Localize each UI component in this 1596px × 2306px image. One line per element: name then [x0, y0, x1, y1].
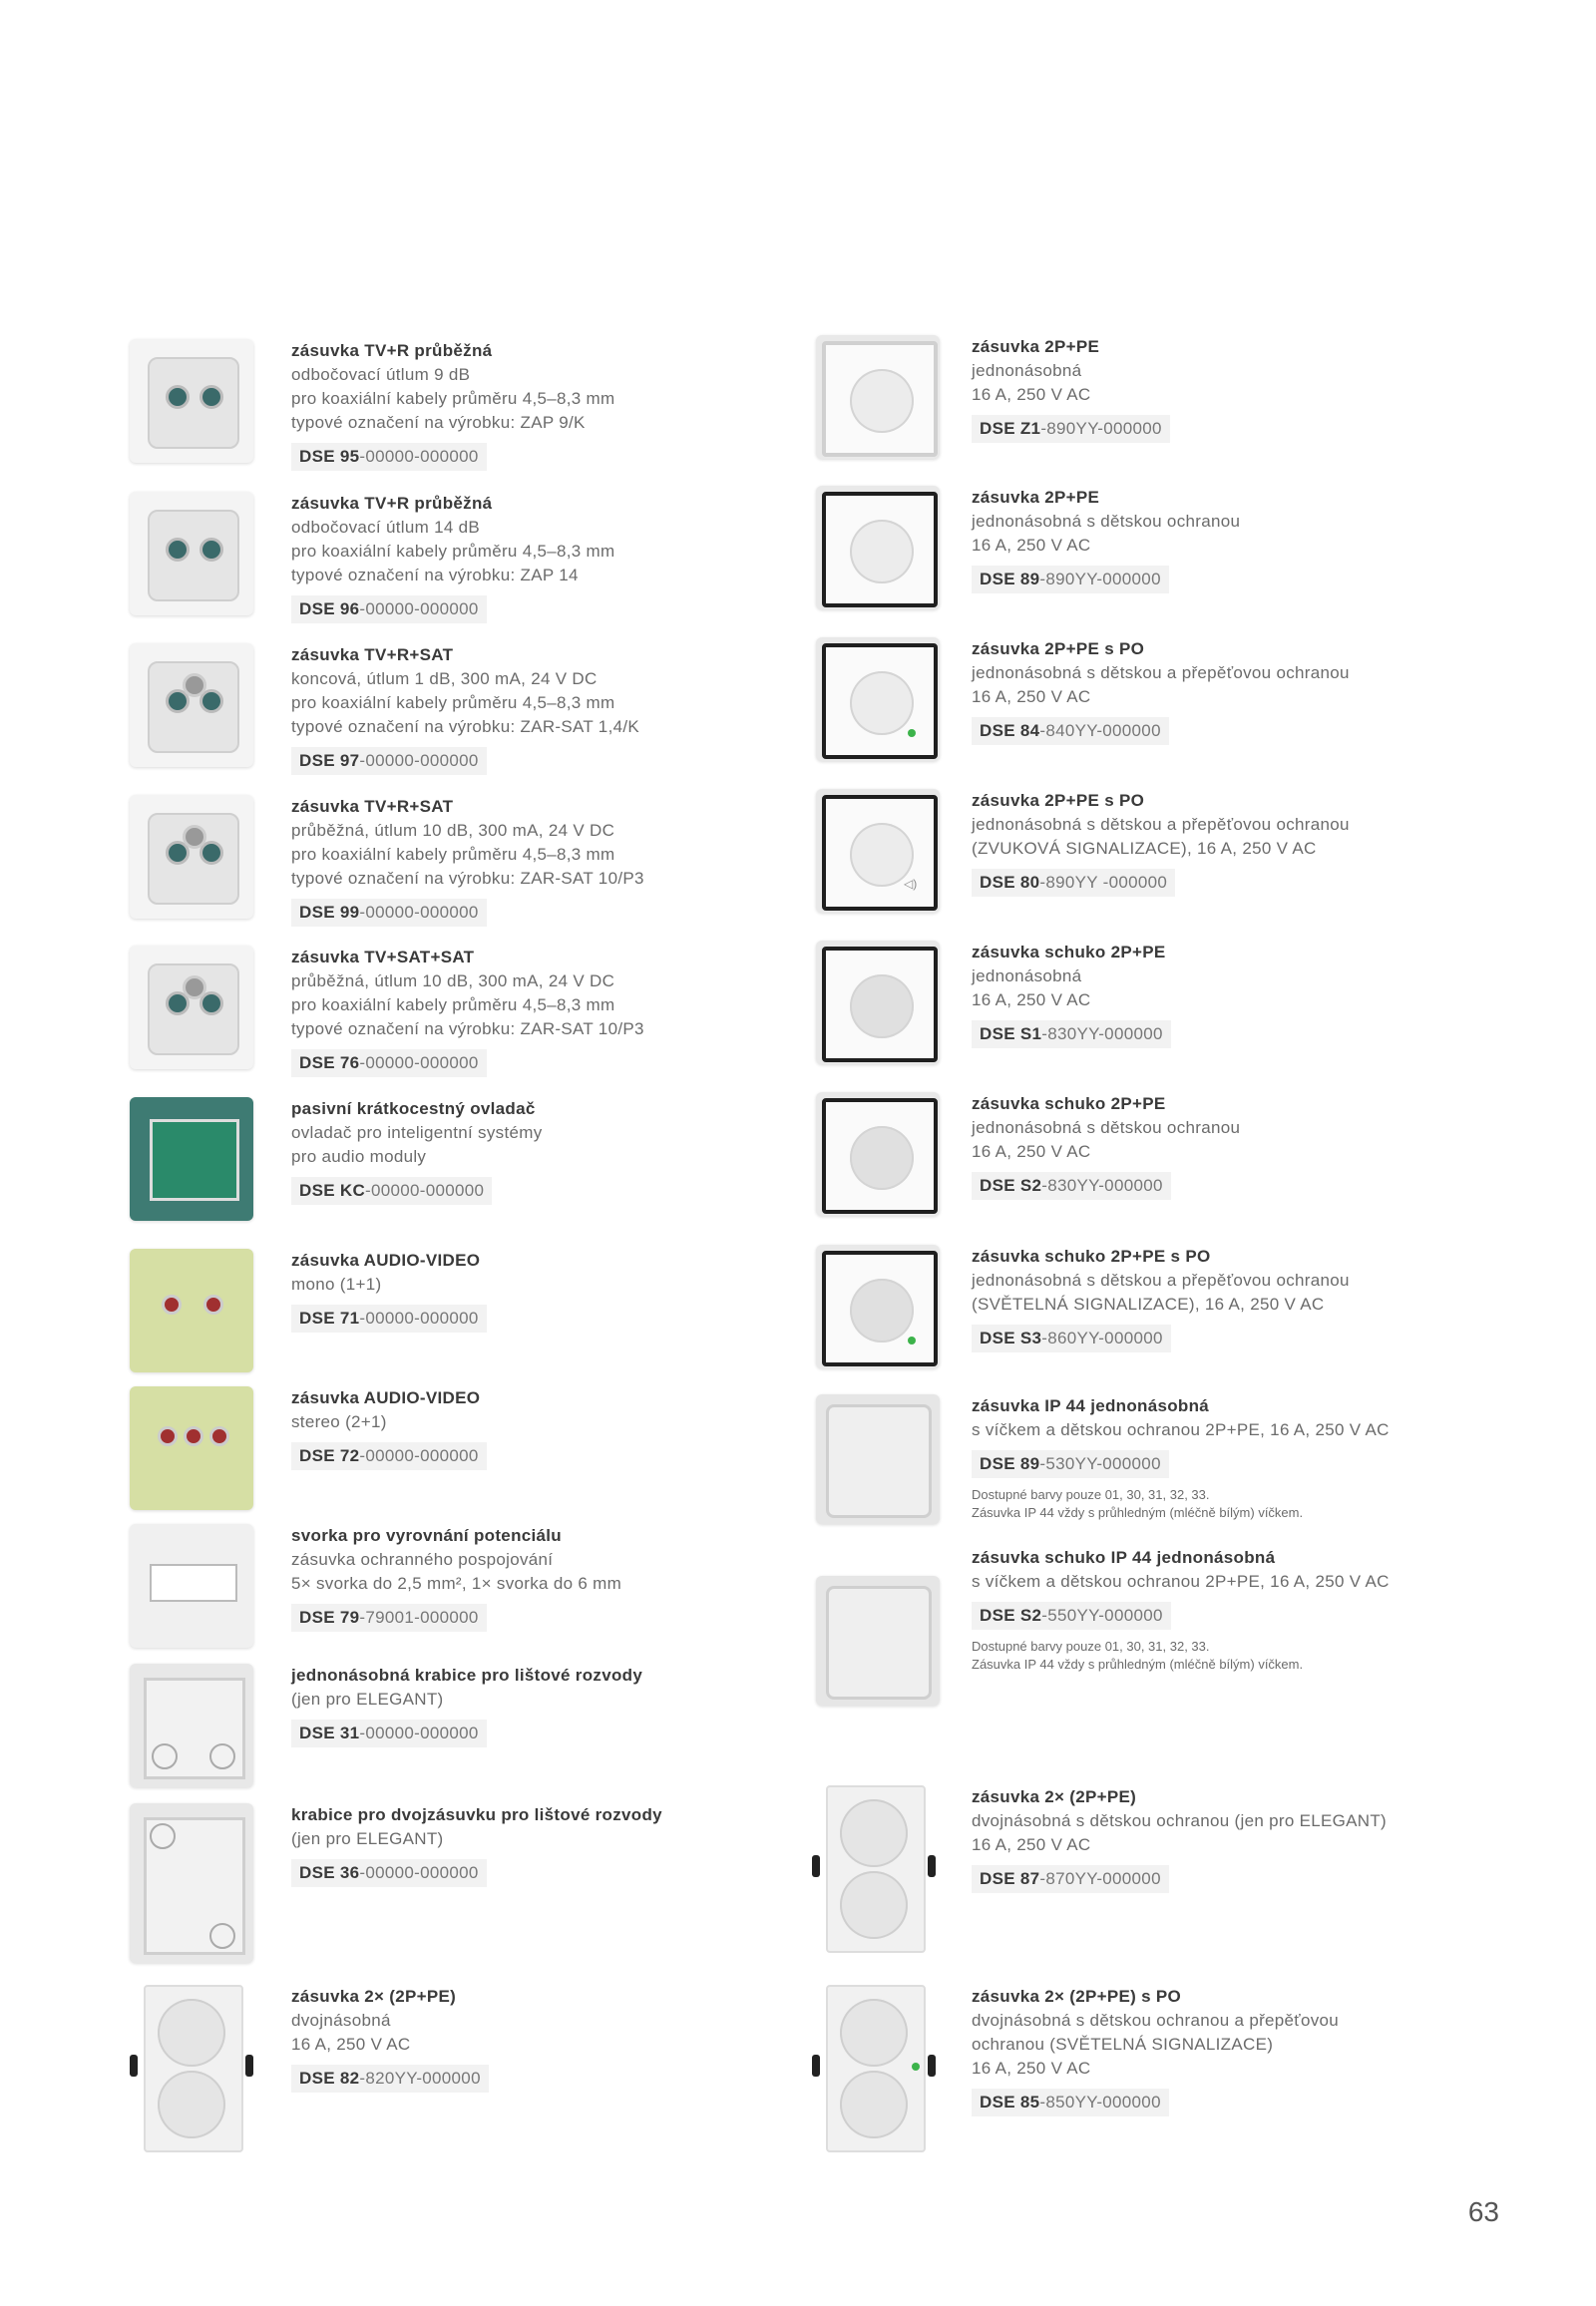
product-code: DSE 85-850YY-000000: [972, 2089, 1169, 2116]
product-code: DSE S2-830YY-000000: [972, 1172, 1171, 1200]
socket-icon: [816, 335, 940, 459]
product-code: DSE 95-00000-000000: [291, 443, 487, 471]
product-desc: s víčkem a dětskou ochranou 2P+PE, 16 A, 250 V AC: [972, 1572, 1390, 1591]
product-code: DSE KC-00000-000000: [291, 1177, 492, 1205]
product-desc: 5× svorka do 2,5 mm², 1× svorka do 6 mm: [291, 1574, 622, 1593]
product-desc: ovladač pro inteligentní systémy: [291, 1123, 543, 1142]
sat-socket-icon: [130, 643, 253, 767]
product-desc: jednonásobná s dětskou a přepěťovou ochranou: [972, 815, 1350, 834]
product-title: zásuvka schuko 2P+PE: [972, 1094, 1166, 1113]
product-code: DSE S3-860YY-000000: [972, 1325, 1171, 1352]
socket-speaker-icon: ◁): [816, 789, 940, 913]
product-note: Zásuvka IP 44 vždy s průhledným (mléčně bílým) víčkem.: [972, 1657, 1304, 1672]
product-title: zásuvka 2× (2P+PE): [972, 1787, 1137, 1806]
product-title: zásuvka 2× (2P+PE): [291, 1987, 457, 2006]
product-desc: pro koaxiální kabely průměru 4,5–8,3 mm: [291, 693, 615, 712]
tv-socket-icon: [130, 492, 253, 615]
product-title: zásuvka TV+R průběžná: [291, 494, 493, 513]
product-desc: 16 A, 250 V AC: [972, 536, 1091, 555]
product-code: DSE S1-830YY-000000: [972, 1020, 1171, 1048]
product-desc: jednonásobná: [972, 361, 1082, 380]
product-code: DSE 76-00000-000000: [291, 1049, 487, 1077]
av-socket-icon: [130, 1386, 253, 1510]
product-title: zásuvka IP 44 jednonásobná: [972, 1396, 1210, 1415]
product-desc: stereo (2+1): [291, 1412, 387, 1431]
socket-led-icon: [816, 637, 940, 761]
product-code: DSE 87-870YY-000000: [972, 1865, 1169, 1893]
double-socket-icon: [126, 1985, 259, 2152]
product-desc: jednonásobná s dětskou ochranou: [972, 512, 1241, 531]
product-desc: (SVĚTELNÁ SIGNALIZACE), 16 A, 250 V AC: [972, 1295, 1325, 1314]
ip44-schuko-icon: [816, 1576, 940, 1706]
product-desc: odbočovací útlum 14 dB: [291, 518, 480, 537]
socket-icon: [816, 486, 940, 609]
product-desc: (ZVUKOVÁ SIGNALIZACE), 16 A, 250 V AC: [972, 839, 1317, 858]
product-note: Dostupné barvy pouze 01, 30, 31, 32, 33.: [972, 1639, 1210, 1654]
product-title: zásuvka TV+R průběžná: [291, 341, 493, 360]
product-desc: pro koaxiální kabely průměru 4,5–8,3 mm: [291, 542, 615, 561]
product-title: zásuvka TV+R+SAT: [291, 645, 454, 664]
product-desc: jednonásobná s dětskou a přepěťovou ochranou: [972, 663, 1350, 682]
product-title: zásuvka 2× (2P+PE) s PO: [972, 1987, 1182, 2006]
left-column: [0, 0, 778, 2306]
schuko-socket-icon: [816, 1092, 940, 1216]
double-socket-icon: [808, 1785, 942, 1953]
schuko-socket-icon: [816, 941, 940, 1064]
product-desc: zásuvka ochranného pospojování: [291, 1550, 554, 1569]
product-desc: 16 A, 250 V AC: [972, 1142, 1091, 1161]
product-title: zásuvka AUDIO-VIDEO: [291, 1388, 481, 1407]
product-code: DSE 31-00000-000000: [291, 1720, 487, 1747]
product-code: DSE 99-00000-000000: [291, 899, 487, 927]
product-title: zásuvka TV+SAT+SAT: [291, 948, 475, 966]
product-code: DSE 36-00000-000000: [291, 1859, 487, 1887]
product-desc: 16 A, 250 V AC: [291, 2035, 411, 2054]
tv-socket-icon: [130, 339, 253, 463]
product-desc: (jen pro ELEGANT): [291, 1829, 444, 1848]
right-column: [798, 0, 1576, 2306]
product-code: DSE 97-00000-000000: [291, 747, 487, 775]
product-code: DSE 72-00000-000000: [291, 1442, 487, 1470]
product-title: zásuvka 2P+PE: [972, 337, 1100, 356]
product-desc: 16 A, 250 V AC: [972, 2059, 1091, 2078]
product-desc: 16 A, 250 V AC: [972, 990, 1091, 1009]
product-note: Dostupné barvy pouze 01, 30, 31, 32, 33.: [972, 1487, 1210, 1502]
product-desc: 16 A, 250 V AC: [972, 1835, 1091, 1854]
product-title: svorka pro vyrovnání potenciálu: [291, 1526, 562, 1545]
product-title: zásuvka schuko 2P+PE: [972, 943, 1166, 961]
product-desc: pro audio moduly: [291, 1147, 427, 1166]
product-desc: jednonásobná s dětskou ochranou: [972, 1118, 1241, 1137]
page-number: 63: [1467, 2196, 1499, 2227]
product-desc: pro koaxiální kabely průměru 4,5–8,3 mm: [291, 389, 615, 408]
product-desc: koncová, útlum 1 dB, 300 mA, 24 V DC: [291, 669, 598, 688]
product-title: jednonásobná krabice pro lištové rozvody: [291, 1666, 643, 1685]
product-desc: průběžná, útlum 10 dB, 300 mA, 24 V DC: [291, 971, 615, 990]
product-title: zásuvka TV+R+SAT: [291, 797, 454, 816]
product-code: DSE 80-890YY -000000: [972, 869, 1175, 897]
control-module-icon: [130, 1097, 253, 1221]
product-desc: typové označení na výrobku: ZAP 14: [291, 566, 579, 584]
product-title: krabice pro dvojzásuvku pro lištové rozvody: [291, 1805, 662, 1824]
product-desc: (jen pro ELEGANT): [291, 1690, 444, 1709]
product-code: DSE 84-840YY-000000: [972, 717, 1169, 745]
product-code: DSE 89-890YY-000000: [972, 566, 1169, 593]
av-socket-icon: [130, 1249, 253, 1372]
product-desc: typové označení na výrobku: ZAR-SAT 10/P3: [291, 869, 644, 888]
sat-socket-icon: [130, 946, 253, 1069]
product-code: DSE 71-00000-000000: [291, 1305, 487, 1333]
product-code: DSE S2-550YY-000000: [972, 1602, 1171, 1630]
product-desc: průběžná, útlum 10 dB, 300 mA, 24 V DC: [291, 821, 615, 840]
product-desc: s víčkem a dětskou ochranou 2P+PE, 16 A, 250 V AC: [972, 1420, 1390, 1439]
product-desc: jednonásobná: [972, 966, 1082, 985]
product-title: zásuvka 2P+PE: [972, 488, 1100, 507]
product-note: Zásuvka IP 44 vždy s průhledným (mléčně bílým) víčkem.: [972, 1505, 1304, 1520]
product-desc: typové označení na výrobku: ZAR-SAT 1,4/K: [291, 717, 640, 736]
product-desc: 16 A, 250 V AC: [972, 687, 1091, 706]
product-title: zásuvka AUDIO-VIDEO: [291, 1251, 481, 1270]
product-title: zásuvka schuko 2P+PE s PO: [972, 1247, 1211, 1266]
product-desc: odbočovací útlum 9 dB: [291, 365, 471, 384]
product-desc: dvojnásobná s dětskou ochranou (jen pro ELEGANT): [972, 1811, 1388, 1830]
product-title: zásuvka 2P+PE s PO: [972, 639, 1145, 658]
product-desc: 16 A, 250 V AC: [972, 385, 1091, 404]
product-desc: jednonásobná s dětskou a přepěťovou ochranou: [972, 1271, 1350, 1290]
product-desc: mono (1+1): [291, 1275, 382, 1294]
product-code: DSE 96-00000-000000: [291, 595, 487, 623]
product-desc: typové označení na výrobku: ZAP 9/K: [291, 413, 586, 432]
product-desc: ochranou (SVĚTELNÁ SIGNALIZACE): [972, 2035, 1274, 2054]
product-code: DSE 79-79001-000000: [291, 1604, 487, 1632]
product-title: pasivní krátkocestný ovladač: [291, 1099, 536, 1118]
ip44-socket-icon: [816, 1394, 940, 1524]
product-title: zásuvka 2P+PE s PO: [972, 791, 1145, 810]
product-code: DSE 89-530YY-000000: [972, 1450, 1169, 1478]
product-code: DSE Z1-890YY-000000: [972, 415, 1170, 443]
product-title: zásuvka schuko IP 44 jednonásobná: [972, 1548, 1276, 1567]
schuko-led-icon: [816, 1245, 940, 1368]
box-icon: [130, 1664, 253, 1787]
product-code: DSE 82-820YY-000000: [291, 2065, 489, 2093]
sat-socket-icon: [130, 795, 253, 919]
product-desc: dvojnásobná: [291, 2011, 391, 2030]
terminal-icon: [130, 1524, 253, 1648]
product-desc: pro koaxiální kabely průměru 4,5–8,3 mm: [291, 995, 615, 1014]
product-desc: typové označení na výrobku: ZAR-SAT 10/P3: [291, 1019, 644, 1038]
product-desc: pro koaxiální kabely průměru 4,5–8,3 mm: [291, 845, 615, 864]
product-desc: dvojnásobná s dětskou ochranou a přepěťovou: [972, 2011, 1340, 2030]
box-double-icon: [130, 1803, 253, 1963]
double-socket-led-icon: [808, 1985, 942, 2152]
